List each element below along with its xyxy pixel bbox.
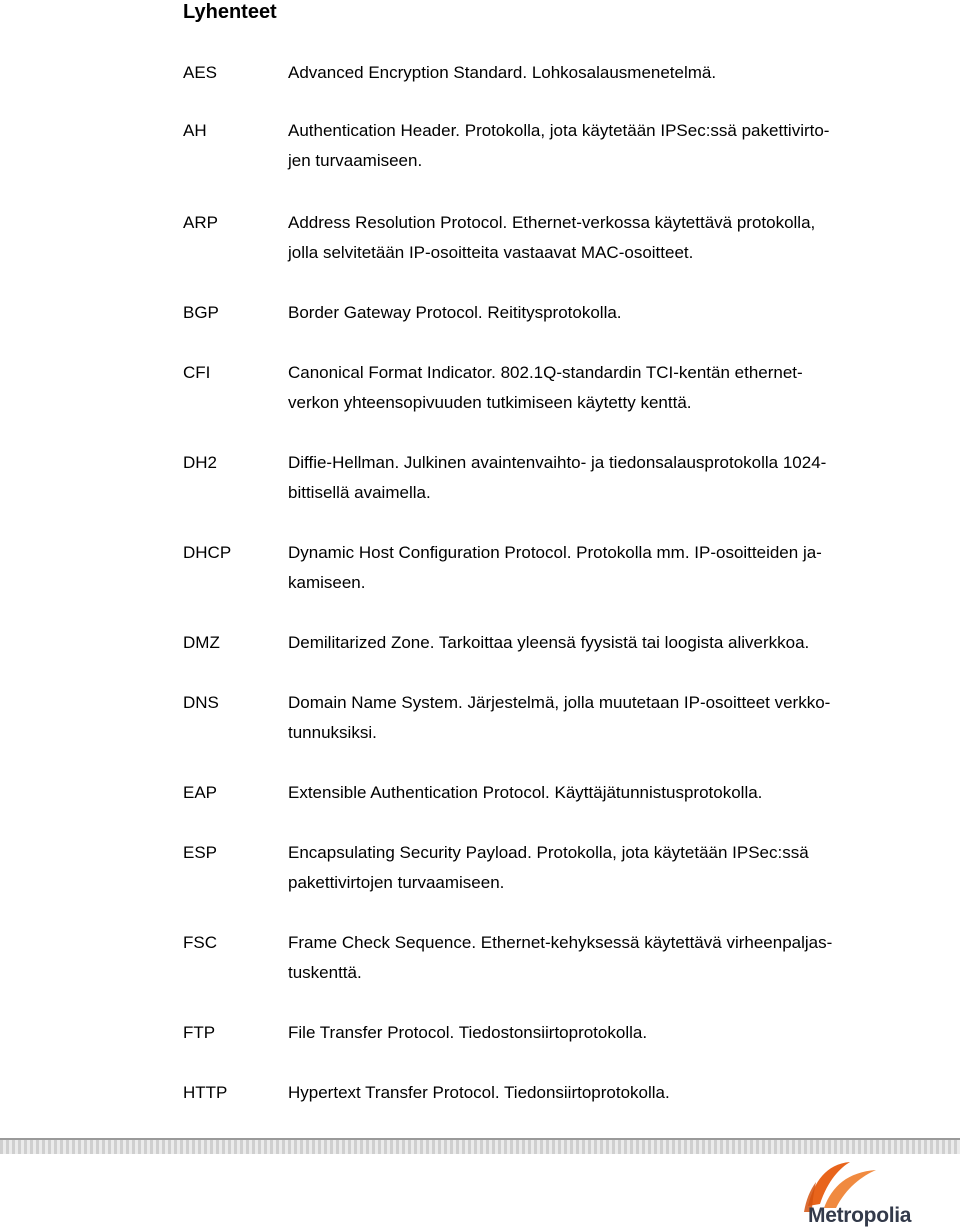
footer-band xyxy=(0,1140,960,1154)
abbreviation-term: AH xyxy=(183,121,207,140)
abbreviation-definition: File Transfer Protocol. Tiedostonsiirtoprotokolla. xyxy=(288,1023,648,1042)
abbreviation-definition: Domain Name System. Järjestelmä, jolla muutetaan IP-osoitteet verkko- tunnuksiksi. xyxy=(288,693,831,742)
abbreviation-term: AES xyxy=(183,63,218,82)
abbreviation-term: CFI xyxy=(183,363,211,382)
abbreviation-term: EAP xyxy=(183,783,218,802)
abbreviation-term: FSC xyxy=(183,933,217,952)
abbreviation-term: ARP xyxy=(183,213,218,232)
abbreviation-definition: Advanced Encryption Standard. Lohkosalausmenetelmä. xyxy=(288,63,717,82)
abbreviation-term: DMZ xyxy=(183,633,220,652)
abbreviation-definition: Extensible Authentication Protocol. Käyttäjätunnistusprotokolla. xyxy=(288,783,763,802)
abbreviation-term: DNS xyxy=(183,693,219,712)
abbreviation-term: HTTP xyxy=(183,1083,228,1102)
abbreviation-definition: Border Gateway Protocol. Reititysprotokolla. xyxy=(288,303,622,322)
abbreviation-term: DH2 xyxy=(183,453,218,472)
abbreviation-definition: Diffie-Hellman. Julkinen avaintenvaihto- ja tiedonsalausprotokolla 1024- bittisellä avaimella. xyxy=(288,453,827,502)
abbreviation-definition: Hypertext Transfer Protocol. Tiedonsiirtoprotokolla. xyxy=(288,1083,670,1102)
abbreviation-definition: Demilitarized Zone. Tarkoittaa yleensä fyysistä tai loogista aliverkkoa. xyxy=(288,633,810,652)
abbreviation-definition: Authentication Header. Protokolla, jota käytetään IPSec:ssä pakettivirto- jen turvaamiseen. xyxy=(288,121,830,170)
abbreviation-term: BGP xyxy=(183,303,219,322)
abbreviation-definition: Dynamic Host Configuration Protocol. Protokolla mm. IP-osoitteiden ja- kamiseen. xyxy=(288,543,822,592)
abbreviation-definition: Address Resolution Protocol. Ethernet-verkossa käytettävä protokolla, jolla selvitetään IP-osoitteita vastaavat MAC-osoitteet. xyxy=(288,213,816,262)
abbreviation-definition: Canonical Format Indicator. 802.1Q-standardin TCI-kentän ethernet- verkon yhteensopivuuden tutkimiseen käytetty kenttä. xyxy=(288,363,803,412)
logo-wordmark: Metropolia xyxy=(808,1204,912,1227)
abbreviation-definition: Encapsulating Security Payload. Protokolla, jota käytetään IPSec:ssä pakettivirtojen turvaamiseen. xyxy=(288,843,809,892)
abbreviation-term: ESP xyxy=(183,843,218,862)
abbreviation-term: DHCP xyxy=(183,543,232,562)
page-heading: Lyhenteet xyxy=(183,1,277,23)
abbreviation-definition: Frame Check Sequence. Ethernet-kehyksessä käytettävä virheenpaljas- tuskenttä. xyxy=(288,933,833,982)
abbreviation-term: FTP xyxy=(183,1023,216,1042)
